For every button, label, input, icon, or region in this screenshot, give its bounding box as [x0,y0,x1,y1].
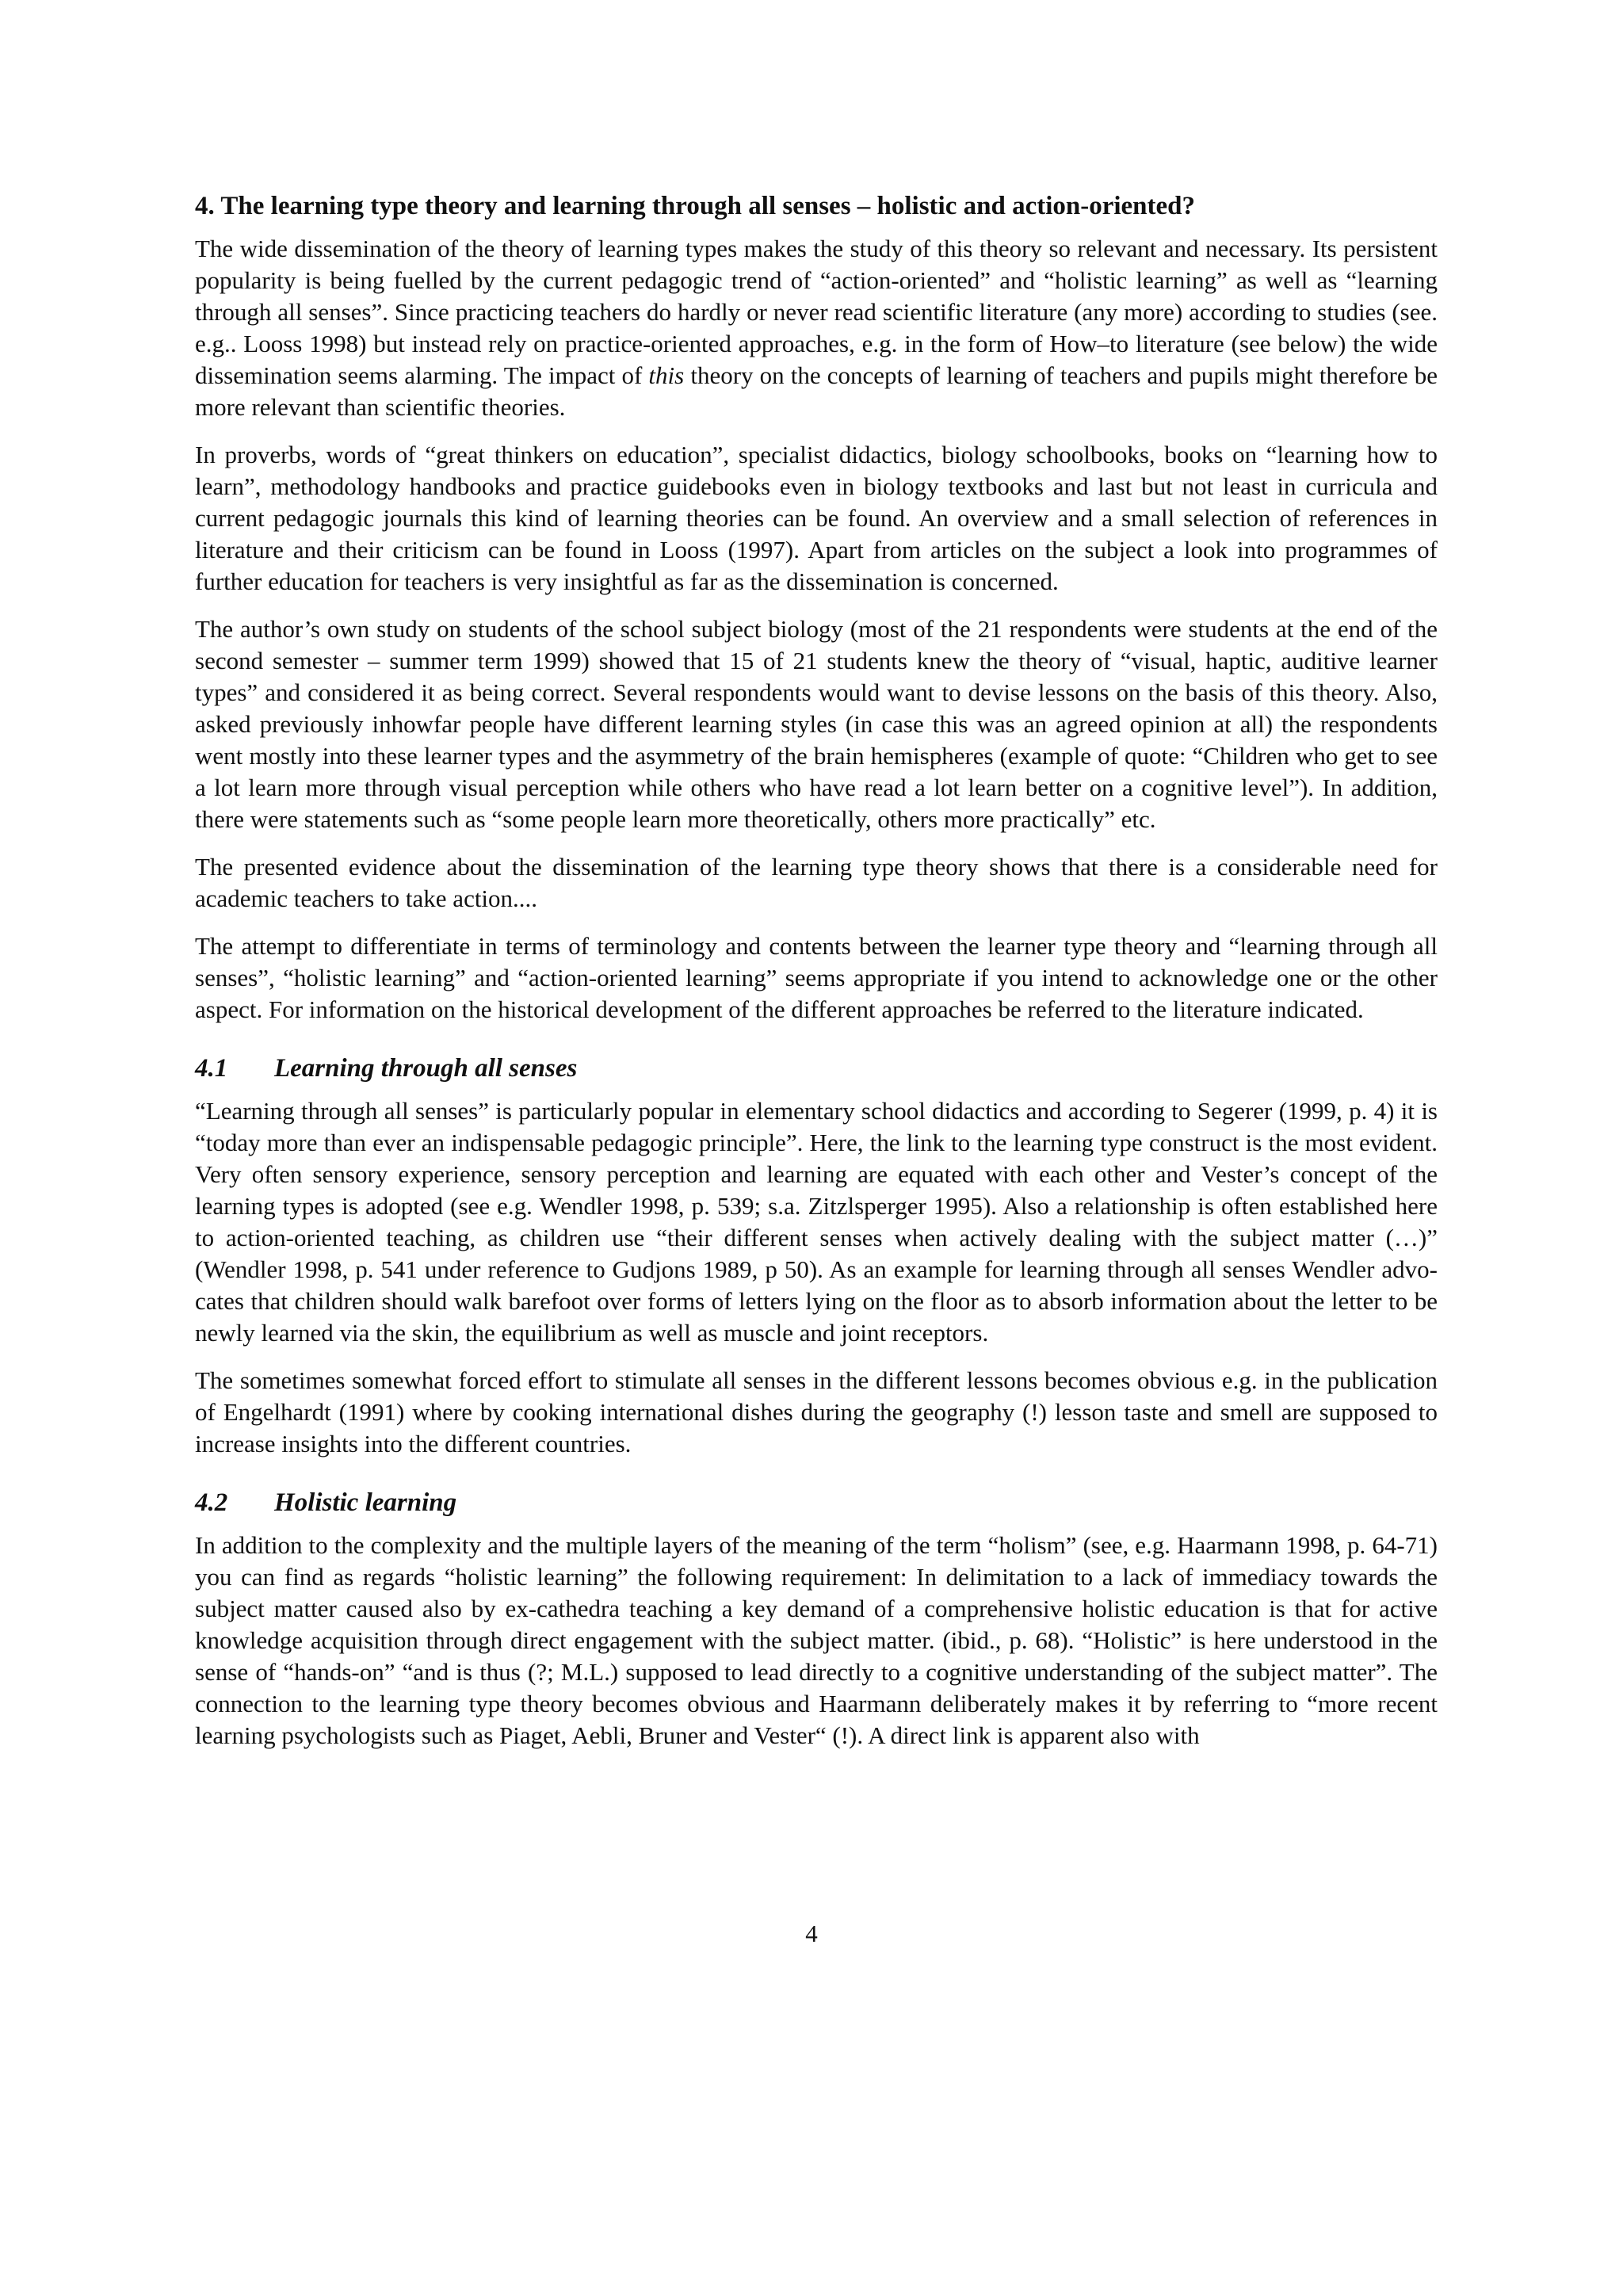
subsection-heading-4-2 [195,1487,1438,1519]
paragraph-dissemination [195,233,1438,423]
paragraph-references: In proverbs, words of “great thinkers on education”, specialist didactics, biology schoolbooks, books on “learning how to learn”, methodology handbooks and practice guidebooks even in biology textbooks and last but not least in curricula and current pedagogic journals this kind of learning theories can be found. An overview and a small selection of references in literature and their criticism can be found in Looss (1997). Apart from articles on the subject a look into programmes of further education for teachers is very insightful as far as the dissemination is concerned. [195,441,1438,595]
subsection-number: 4.2 [195,1488,228,1517]
paragraph-evidence: The presented evidence about the dissemination of the learning type theory shows that there is a considerable need for academic teachers to take action.... [195,853,1438,912]
page-content [195,190,1438,1767]
section-heading: 4. The learning type theory and learning through all senses – holistic and action-oriented? [195,192,1196,220]
paragraph-differentiation: The attempt to differentiate in terms of terminology and contents between the learner type theory and “learning through all senses”, “holistic learning” and “action-oriented learning” seems appropriate if you intend to acknowledge one or the other aspect. For information on the historical development of the different approaches be referred to the literature indicated. [195,932,1438,1023]
subsection-number: 4.1 [195,1054,228,1083]
subsection-heading-4-1 [195,1052,1438,1084]
subsection-title: Learning through all senses [274,1054,578,1083]
paragraph-forced-effort: The sometimes somewhat forced effort to stimulate all senses in the different lessons becomes obvious e.g. in the publication of Engelhardt (1991) where by cooking international dishes during the geography (!) lesson taste and smell are supposed to increase insights into the different countries. [195,1366,1438,1457]
page-number: 4 [805,1920,818,1947]
emphasis-text: this [648,361,685,389]
paragraph-author-study: The author’s own study on students of the school subject biology (most of the 21 respondents were students at the end of the second semester – summer term 1999) showed that 15 of 21 students knew the theory of “visual, haptic, auditive learner types” and considered it as being correct. Several respondents would want to devise lessons on the basis of this theory. Also, asked previously inhowfar people have different learning styles (in case this was an agreed opinion at all) the respondents went mostly into these learner types and the asymmetry of the brain hemispheres (example of quote: “Children who get to see a lot learn more through visual perception while others who have read a lot learn better on a cognitive level”). In addition, there were statements such as “some people learn more theoretically, others more practically” etc. [195,615,1438,833]
paragraph-text: The wide dissemination of the theory of learning types makes the study of this theory so relevant and necessary. Its persistent popularity is being fuelled by the current pedagogic trend of “action-oriented” and “holistic learning” as well as “learning through all senses”. Since practicing teachers do hardly or never read scientific literature (any more) according to studies (see. e.g.. Looss 1998) but instead rely on practice-oriented approaches, e.g. in the form of How–to literature (see below) the wide dissemination seems alarming. The impact of [195,235,1438,389]
paragraph-holistic: In addition to the complexity and the multiple layers of the meaning of the term “holism” (see, e.g. Haarmann 1998, p. 64-71) you can find as regards “holistic learning” the following requirement: In delimitation to a lack of immediacy towards the subject matter caused also by ex-cathedra teaching a key demand of a comprehensive holistic education is that for active knowledge acquisition through direct engagement with the subject matter. (ibid., p. 68). “Holistic” is here understood in the sense of “hands-on” “and is thus (?; M.L.) supposed to lead directly to a cognitive understanding of the subject matter”. The connection to the learning type theory becomes obvious and Haarmann deliberately makes it by referring to “more recent learning psychologists such as Piaget, Aebli, Bruner and Vester“ (!). A direct link is apparent also with [195,1531,1438,1749]
subsection-title: Holistic learning [274,1488,457,1517]
paragraph-all-senses: “Learning through all senses” is particularly popular in elementary school didactics and according to Segerer (1999, p. 4) it is “today more than ever an indispensable pedagogic principle”. Here, the link to the learning type construct is the most evident. Very often sensory experience, sensory perception and learning are equated with each other and Vester’s concept of the learning types is adopted (see e.g. Wendler 1998, p. 539; s.a. Zitzlsperger 1995). Also a relationship is often established here to action-oriented teaching, as children use “their different senses when actively dealing with the subject matter (…)” (Wendler 1998, p. 541 under reference to Gudjons 1989, p 50). As an example for learning through all senses Wendler advocates that children should walk barefoot over forms of letters lying on the floor as to absorb information about the letter to be newly learned via the skin, the equilibrium as well as muscle and joint receptors. [195,1097,1438,1347]
paragraph-text: theory on the concepts of learning of teachers and pupils might therefore be more relevant than scientific theories. [195,361,1438,421]
